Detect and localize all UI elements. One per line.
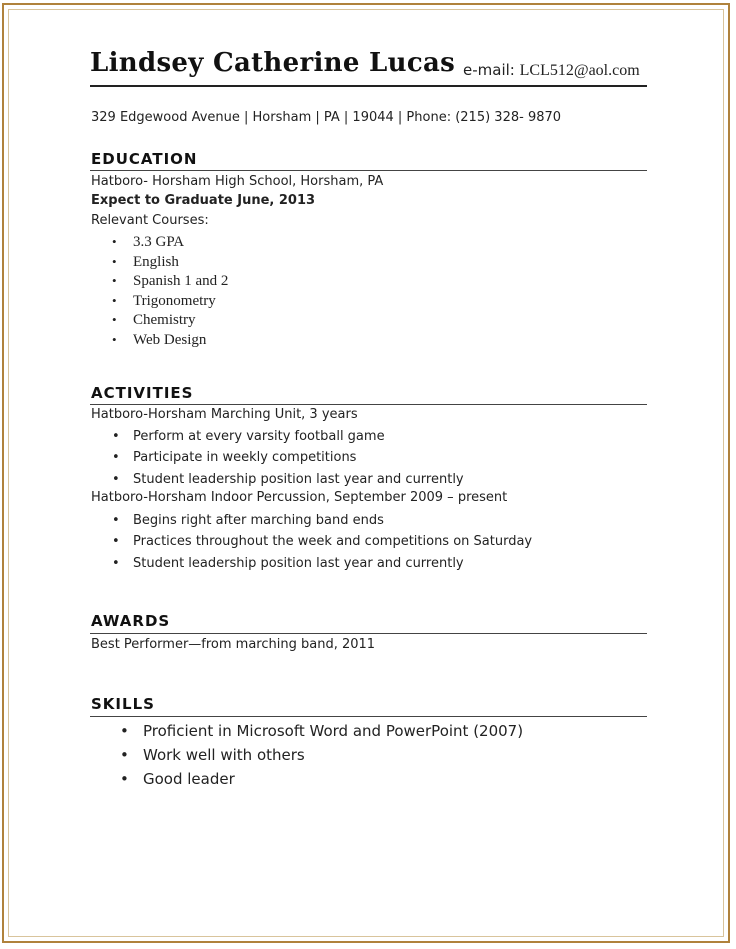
list-item: • Proficient in Microsoft Word and PowerPoint (2007)	[120, 719, 523, 743]
education-graduation: Expect to Graduate June, 2013	[91, 193, 316, 208]
email-address: LCL512@aol.com	[519, 62, 640, 79]
list-item: • Perform at every varsity football game	[112, 426, 464, 447]
activity-heading: Hatboro-Horsham Marching Unit, 3 years	[91, 407, 358, 422]
resume-name: Lindsey Catherine Lucas	[90, 48, 456, 78]
list-item: • Spanish 1 and 2	[112, 271, 228, 291]
education-rule	[90, 170, 647, 171]
skills-rule	[90, 716, 647, 717]
list-item: • Chemistry	[112, 310, 228, 330]
email-line	[463, 61, 640, 80]
education-heading: EDUCATION	[91, 150, 198, 168]
education-school: Hatboro- Horsham High School, Horsham, PA	[91, 174, 384, 189]
activities-heading: ACTIVITIES	[91, 384, 194, 402]
activities-rule	[90, 404, 647, 405]
list-item: • Begins right after marching band ends	[112, 510, 532, 531]
header-rule	[90, 85, 647, 87]
list-item: • Trigonometry	[112, 291, 228, 311]
education-courses-label: Relevant Courses:	[91, 213, 209, 228]
list-item: • Student leadership position last year and currently	[112, 469, 464, 490]
list-item: • Student leadership position last year and currently	[112, 553, 532, 574]
activity-heading: Hatboro-Horsham Indoor Percussion, September 2009 – present	[91, 490, 508, 505]
contact-line: 329 Edgewood Avenue | Horsham | PA | 19044 | Phone: (215) 328- 9870	[91, 110, 562, 125]
awards-heading: AWARDS	[91, 612, 171, 630]
list-item: • 3.3 GPA	[112, 232, 228, 252]
list-item: • English	[112, 252, 228, 272]
skills-list	[120, 719, 523, 791]
list-item: • Good leader	[120, 767, 523, 791]
activity-list	[112, 510, 532, 574]
list-item: • Web Design	[112, 330, 228, 350]
email-label: e-mail:	[463, 61, 515, 79]
skills-heading: SKILLS	[91, 695, 155, 713]
list-item: • Participate in weekly competitions	[112, 447, 464, 468]
awards-rule	[90, 633, 647, 634]
activity-list	[112, 426, 464, 490]
list-item: • Work well with others	[120, 743, 523, 767]
courses-list	[112, 232, 228, 349]
list-item: • Practices throughout the week and competitions on Saturday	[112, 531, 532, 552]
award-item: Best Performer—from marching band, 2011	[91, 637, 376, 652]
